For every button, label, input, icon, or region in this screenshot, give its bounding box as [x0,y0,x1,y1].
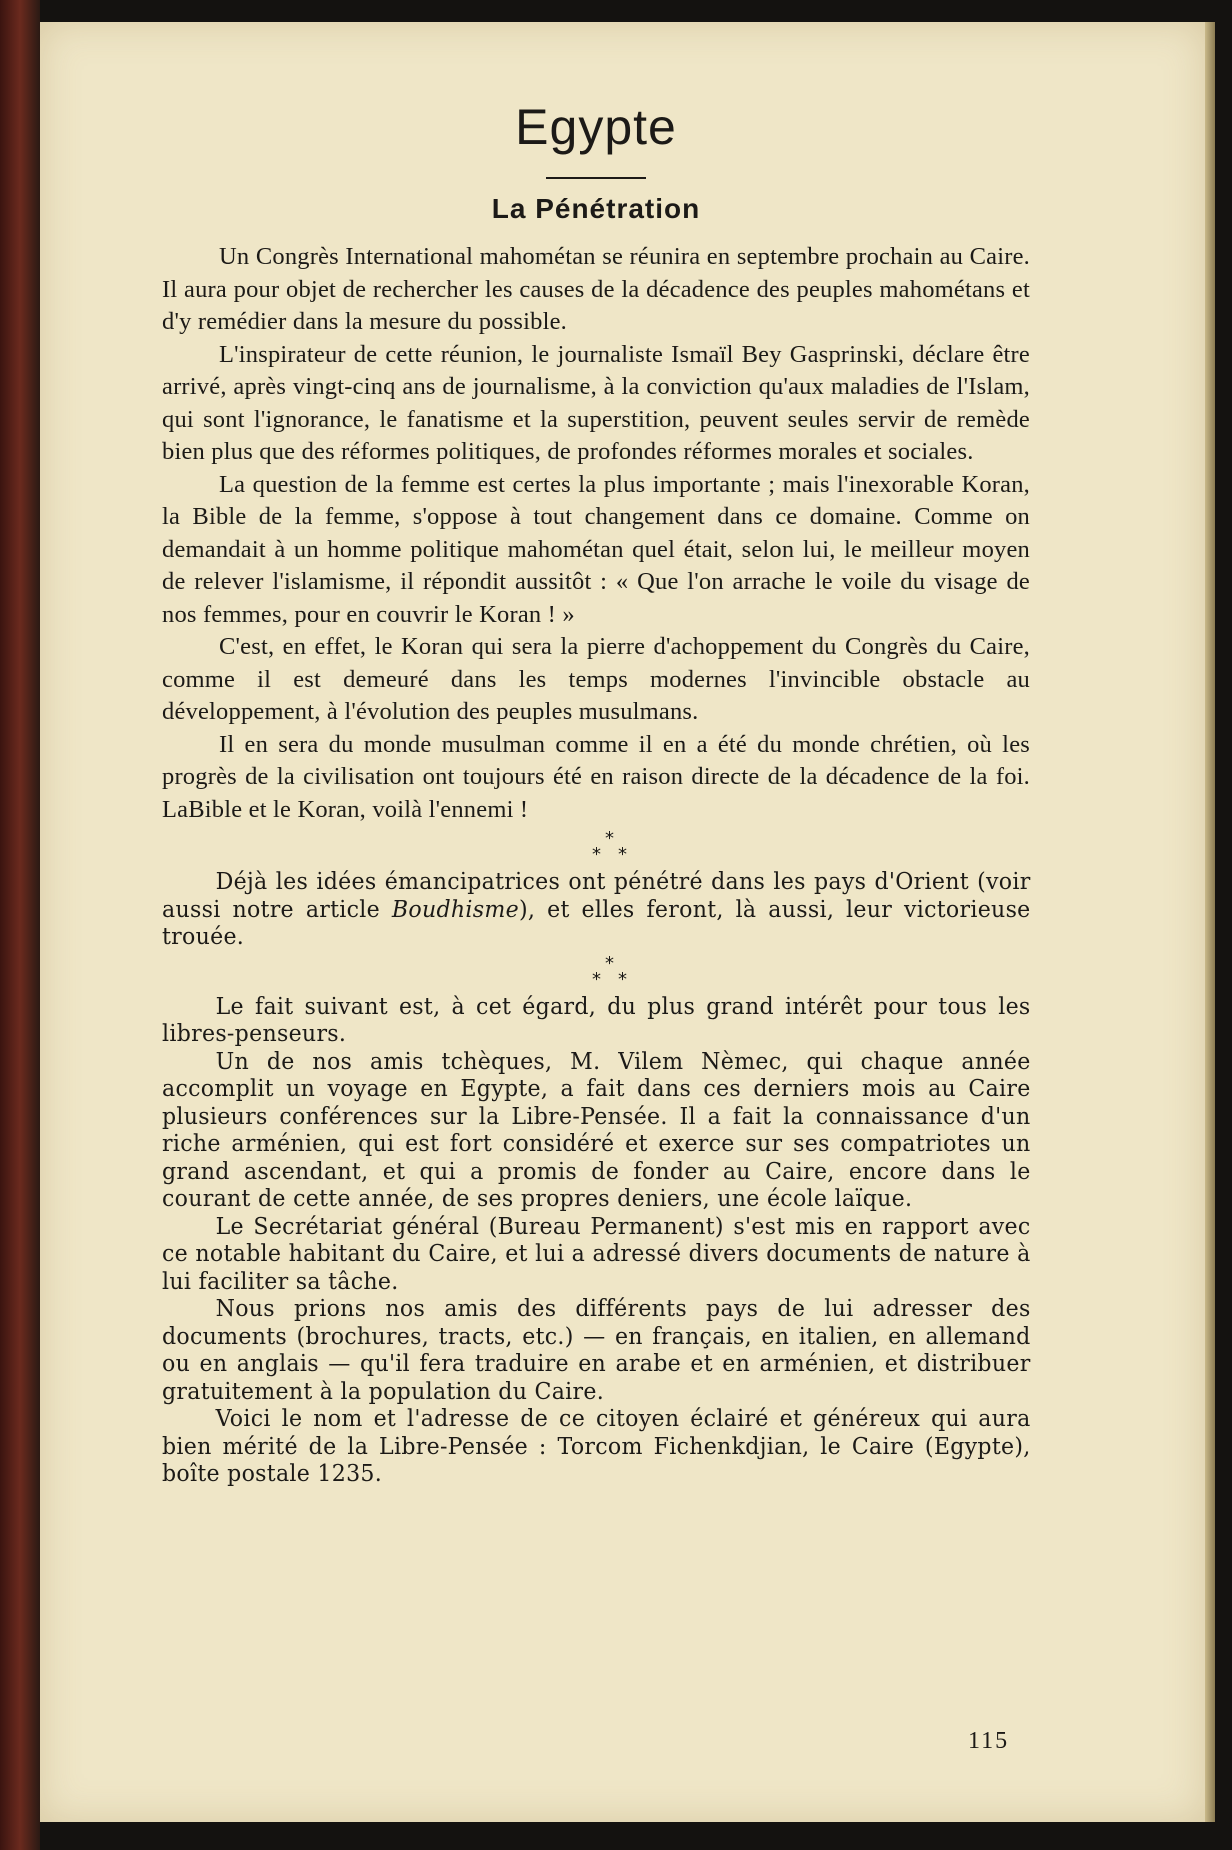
page-edge [1205,22,1215,1822]
paragraph: Le fait suivant est, à cet égard, du plus grand intérêt pour tous les libres-penseurs. [162,991,1031,1047]
asterisk: * [592,844,601,865]
paragraph: La question de la femme est certes la plus importante ; mais l'inexorable Koran, la Bible de la femme, s'oppose à tout changement dans ce domaine. Comme on demandait à un homme politique mahométan quel était, selon lui, le meilleur moyen de relever l'islamisme, il répondit aussitôt : « Que l'on arrache le voile du visage de nos femmes, pour en couvrir le Koran ! » [162,470,1030,628]
book-binding-edge [0,0,40,1850]
asterisk: * [618,844,627,865]
section-divider-asterism [162,951,1030,993]
asterisk: * [605,828,614,849]
section-free-thought [162,993,1030,1488]
paragraph-text: Déjà les idées émancipatrices ont pénétré dans les pays d'Orient (voir aussi notre article [162,867,1031,923]
paragraph-text: ), et elles feront, là aussi, leur victorieuse trouée. [162,894,1031,950]
paragraph: Voici le nom et l'adresse de ce citoyen éclairé et généreux qui aura bien mérité de la Libre-Pensée : Torcom Fichenkdjian, le Caire (Egypte), boîte postale 1235. [162,1404,1031,1487]
page-number: 115 [968,1728,1010,1754]
paragraph: Un de nos amis tchèques, M. Vilem Nèmec, qui chaque année accomplit un voyage en Egypte, a fait dans ces derniers mois au Caire plusieurs conférences sur la Libre-Pensée. Il a fait la connaissance d'un riche arménien, qui est fort considéré et exerce sur ses compatriotes un grand ascendant, et qui a promis de fonder au Caire, encore dans le courant de cette année, de ses propres deniers, une école laïque. [162,1046,1031,1212]
paragraph: C'est, en effet, le Koran qui sera la pierre d'achoppement du Congrès du Caire, comme il est demeuré dans les temps modernes l'invincible obstacle au développement, à l'évolution des peuples musulmans. [162,633,1030,725]
section-congress [162,241,1030,826]
article-subtitle: La Pénétration [491,193,701,224]
asterisk: * [605,952,614,974]
paragraph: Le Secrétariat général (Bureau Permanent) s'est mis en rapport avec ce notable habitant du Caire, et lui a adressé divers documents de nature à lui faciliter sa tâche. [162,1211,1031,1295]
paragraph [162,868,1031,951]
paragraph: Nous prions nos amis des différents pays de lui adresser des documents (brochures, tracts, etc.) — en français, en italien, en allemand ou en anglais — qu'il fera traduire en arabe et en arménien, et distribuer gratuitement à la population du Caire. [162,1294,1031,1405]
page-title: Egypte [515,99,677,155]
paragraph: L'inspirateur de cette réunion, le journaliste Ismaïl Bey Gasprinski, déclare être arrivé, après vingt-cinq ans de journalisme, à la conviction qu'aux maladies de l'Islam, qui sont l'ignorance, le fanatisme et la superstition, peuvent seules servir de remède bien plus que des réformes politiques, de profondes réformes morales et sociales. [162,340,1030,465]
section-divider-asterism [162,826,1030,868]
article-reference: Boudhisme [391,894,519,923]
asterisk: * [618,968,627,990]
article [162,100,1030,1488]
section-emancipation [162,868,1030,951]
paragraph: Un Congrès International mahométan se réunira en septembre prochain au Caire. Il aura pour objet de rechercher les causes de la décadence des peuples mahométans et d'y remédier dans la mesure du possible. [162,243,1030,335]
asterisk: * [592,968,601,990]
title-rule [546,177,646,179]
paragraph: Il en sera du monde musulman comme il en a été du monde chrétien, où les progrès de la civilisation ont toujours été en raison directe de la décadence de la foi. LaBible et le Koran, voilà l'ennemi ! [162,730,1030,823]
